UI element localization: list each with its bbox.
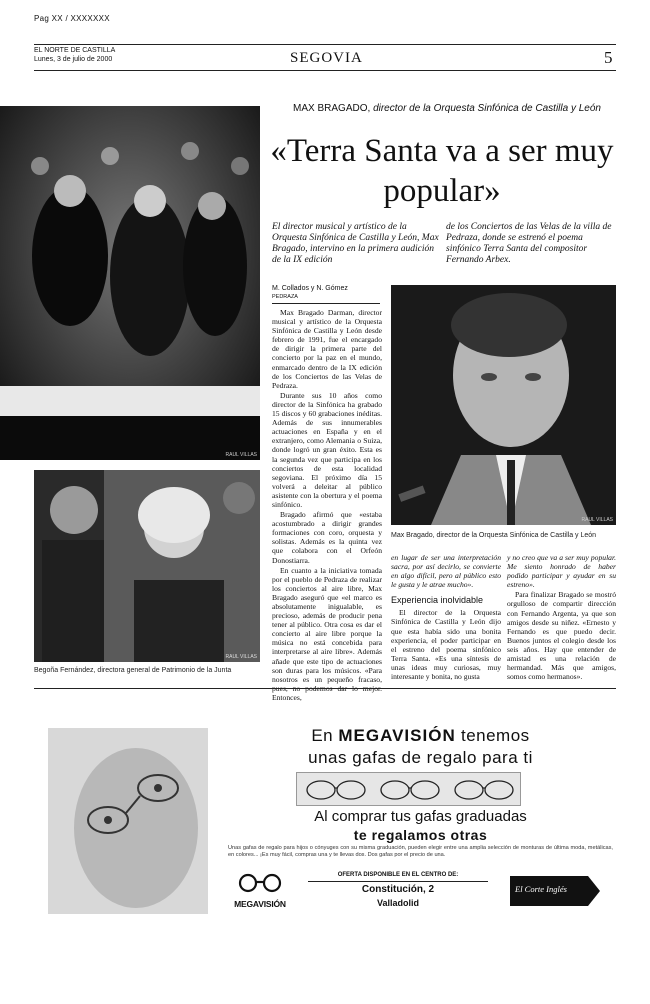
- glasses-icon: [297, 773, 522, 807]
- kicker-name: MAX BRAGADO,: [293, 103, 371, 114]
- ad-model-photo: [48, 728, 208, 914]
- body-paragraph: El director de la Orquesta Sinfónica de Castilla y León dijo que esta había sido una bonita experiencia, el poder participar en el estreno del poema sinfónico Terra Santa. «Es una síntesis de unas ideas muy curiosas, muy interesante y bonita, no gusta: [391, 608, 501, 682]
- ad-headline-pre: En: [311, 726, 334, 745]
- body-paragraph: Bragado afirmó que «estaba acostumbrado a dirigir grandes formaciones con coro, orquesta y solistas. Además es la quinta vez que colabora con el Orfeón Donostiarra.: [272, 510, 382, 565]
- ad-brand: MEGAVISIÓN: [338, 726, 456, 745]
- article-bottom-rule: [34, 688, 616, 689]
- newspaper-name: EL NORTE DE CASTILLA: [34, 47, 116, 54]
- ad-fine-print: Unas gafas de regalo para hijos o cónyuges con su misma graduación, pueden elegir entre una amplia selección de monturas de última moda, metálicas, en colores... ¡Es muy fácil, compras una y te llevas dos. Dos gafas por el precio de una.: [228, 845, 613, 858]
- body-paragraph: En cuanto a la iniciativa tomada por el pueblo de Pedraza de realizar los conciertos al aire libre, Max Bragado aseguró que «el marco es absolutamente inigualable, es precioso, además de producir pena tener al público. Otra cosa es dar el concierto al aire libre porque la música no está concebida para interpretarse al aire libre». Además añade que este tipo de actuaciones son duras para los músicos. «Para nosotros es un pequeño fracaso, Entonces,: [272, 565, 382, 702]
- glasses-logo-icon: [228, 872, 292, 894]
- top-rule: [34, 44, 616, 45]
- ad-glasses-strip: [296, 772, 521, 806]
- bragado-photo-image: [391, 285, 616, 525]
- ad-offer-label: OFERTA DISPONIBLE EN EL CENTRO DE:: [337, 872, 459, 878]
- ad-megavision-logo: [228, 872, 292, 912]
- begona-photo-image: [34, 470, 260, 662]
- byline-rule: [272, 303, 380, 304]
- header-bottom-rule: [34, 70, 616, 71]
- body-column-3: [507, 553, 616, 680]
- body-paragraph: en lugar de ser una interpretación sacra, por así decirlo, se convierte en algo difícil, pero al público esto le gusta y le atrae mucho».: [391, 553, 501, 590]
- kicker-role: director de la Orquesta Sinfónica de Castilla y León: [373, 103, 601, 114]
- body-column-1: [272, 308, 382, 702]
- photo-caption: Begoña Fernández, directora general de Patrimonio de la Junta: [34, 667, 232, 674]
- body-column-2: [391, 553, 501, 680]
- issue-date: Lunes, 3 de julio de 2000: [34, 56, 113, 63]
- subhead: Experiencia inolvidable: [391, 595, 484, 606]
- body-paragraph: Para finalizar Bragado se mostró orgulloso de compartir dirección con Fernando Argenta, ya que son amigos desde su niñez. «Ernesto y Fernando es que puedo decir. Buenos juntos el colegio desde los seis años. Hay que entender de amistad es una relación de hermandad. Más que amigos, somos como hermanos».: [507, 590, 616, 682]
- body-paragraph: Durante sus 10 años como director de la Sinfónica ha grabado 15 discos y 60 grabaciones inéditas. Además de sus innumerables actuaciones en España y en el extranjero, como Alemania o Suiza, donde logró un gran éxito. Esta es la segunda vez que participa en los conciertos de esta localidad segoviana. El próximo día 15 volverá a deleitar al público asistente con la obertura y el poema sinfónico.: [272, 390, 382, 509]
- ad-headline-post: tenemos: [460, 726, 530, 745]
- advertisement: [48, 726, 613, 916]
- dateline: PEDRAZA: [272, 294, 298, 300]
- ad-offer-rule: [308, 881, 488, 882]
- ad-headline-3: Al comprar tus gafas graduadas: [314, 808, 527, 825]
- article-kicker: [280, 103, 614, 115]
- photo-credit: RAUL VILLAS: [581, 517, 613, 523]
- photo-caption: Max Bragado, director de la Orquesta Sinfónica de Castilla y León: [391, 532, 597, 539]
- photo-credit: RAUL VILLAS: [225, 452, 257, 458]
- section-title: SEGOVIA: [290, 50, 363, 66]
- byline: M. Collados y N. Gómez: [272, 285, 348, 292]
- ad-logo-text: MEGAVISIÓN: [234, 899, 286, 909]
- lead-right: de los Conciertos de las Velas de la villa de Pedraza, donde se estrenó el poema sinfónico Terra Santa del compositor Fernando Arbex.: [446, 222, 612, 265]
- ad-model-image: [48, 728, 208, 914]
- ad-headline-4: te regalamos otras: [353, 827, 488, 843]
- store-logo: [510, 874, 600, 908]
- orchestra-photo-image: [0, 106, 260, 460]
- page-reference: Pag XX / XXXXXXX: [34, 14, 110, 23]
- ad-address-1: Constitución, 2: [361, 884, 435, 895]
- ad-headline-1: [228, 726, 613, 746]
- begona-photo: [34, 470, 260, 662]
- orchestra-photo: [0, 106, 260, 460]
- bragado-photo: [391, 285, 616, 525]
- page-number: 5: [604, 48, 613, 67]
- body-paragraph: y no creo que va a ser muy popular. Me siento honrado de haber podido participar y ayudar en su estreno».: [507, 553, 616, 590]
- ad-address-2: Valladolid: [376, 898, 419, 908]
- lead-left: El director musical y artístico de la Orquesta Sinfónica de Castilla y León, Max Bragado, intervino en la primera audición de la IX edición: [272, 222, 439, 265]
- headline: «Terra Santa va a ser muy popular»: [270, 133, 614, 209]
- ad-headline-2: unas gafas de regalo para ti: [308, 748, 533, 767]
- store-logo-text: El Corte Inglés: [515, 884, 567, 894]
- body-paragraph: Max Bragado Darman, director musical y artístico de la Orquesta Sinfónica de Castilla y León desde febrero de 1991, fue el encargado de dirigir la primera parte del concierto por la paz en el mundo, enmarcado dentro de la IX edición de los Conciertos de las Velas de Pedraza.: [272, 308, 382, 390]
- photo-credit: RAUL VILLAS: [225, 654, 257, 660]
